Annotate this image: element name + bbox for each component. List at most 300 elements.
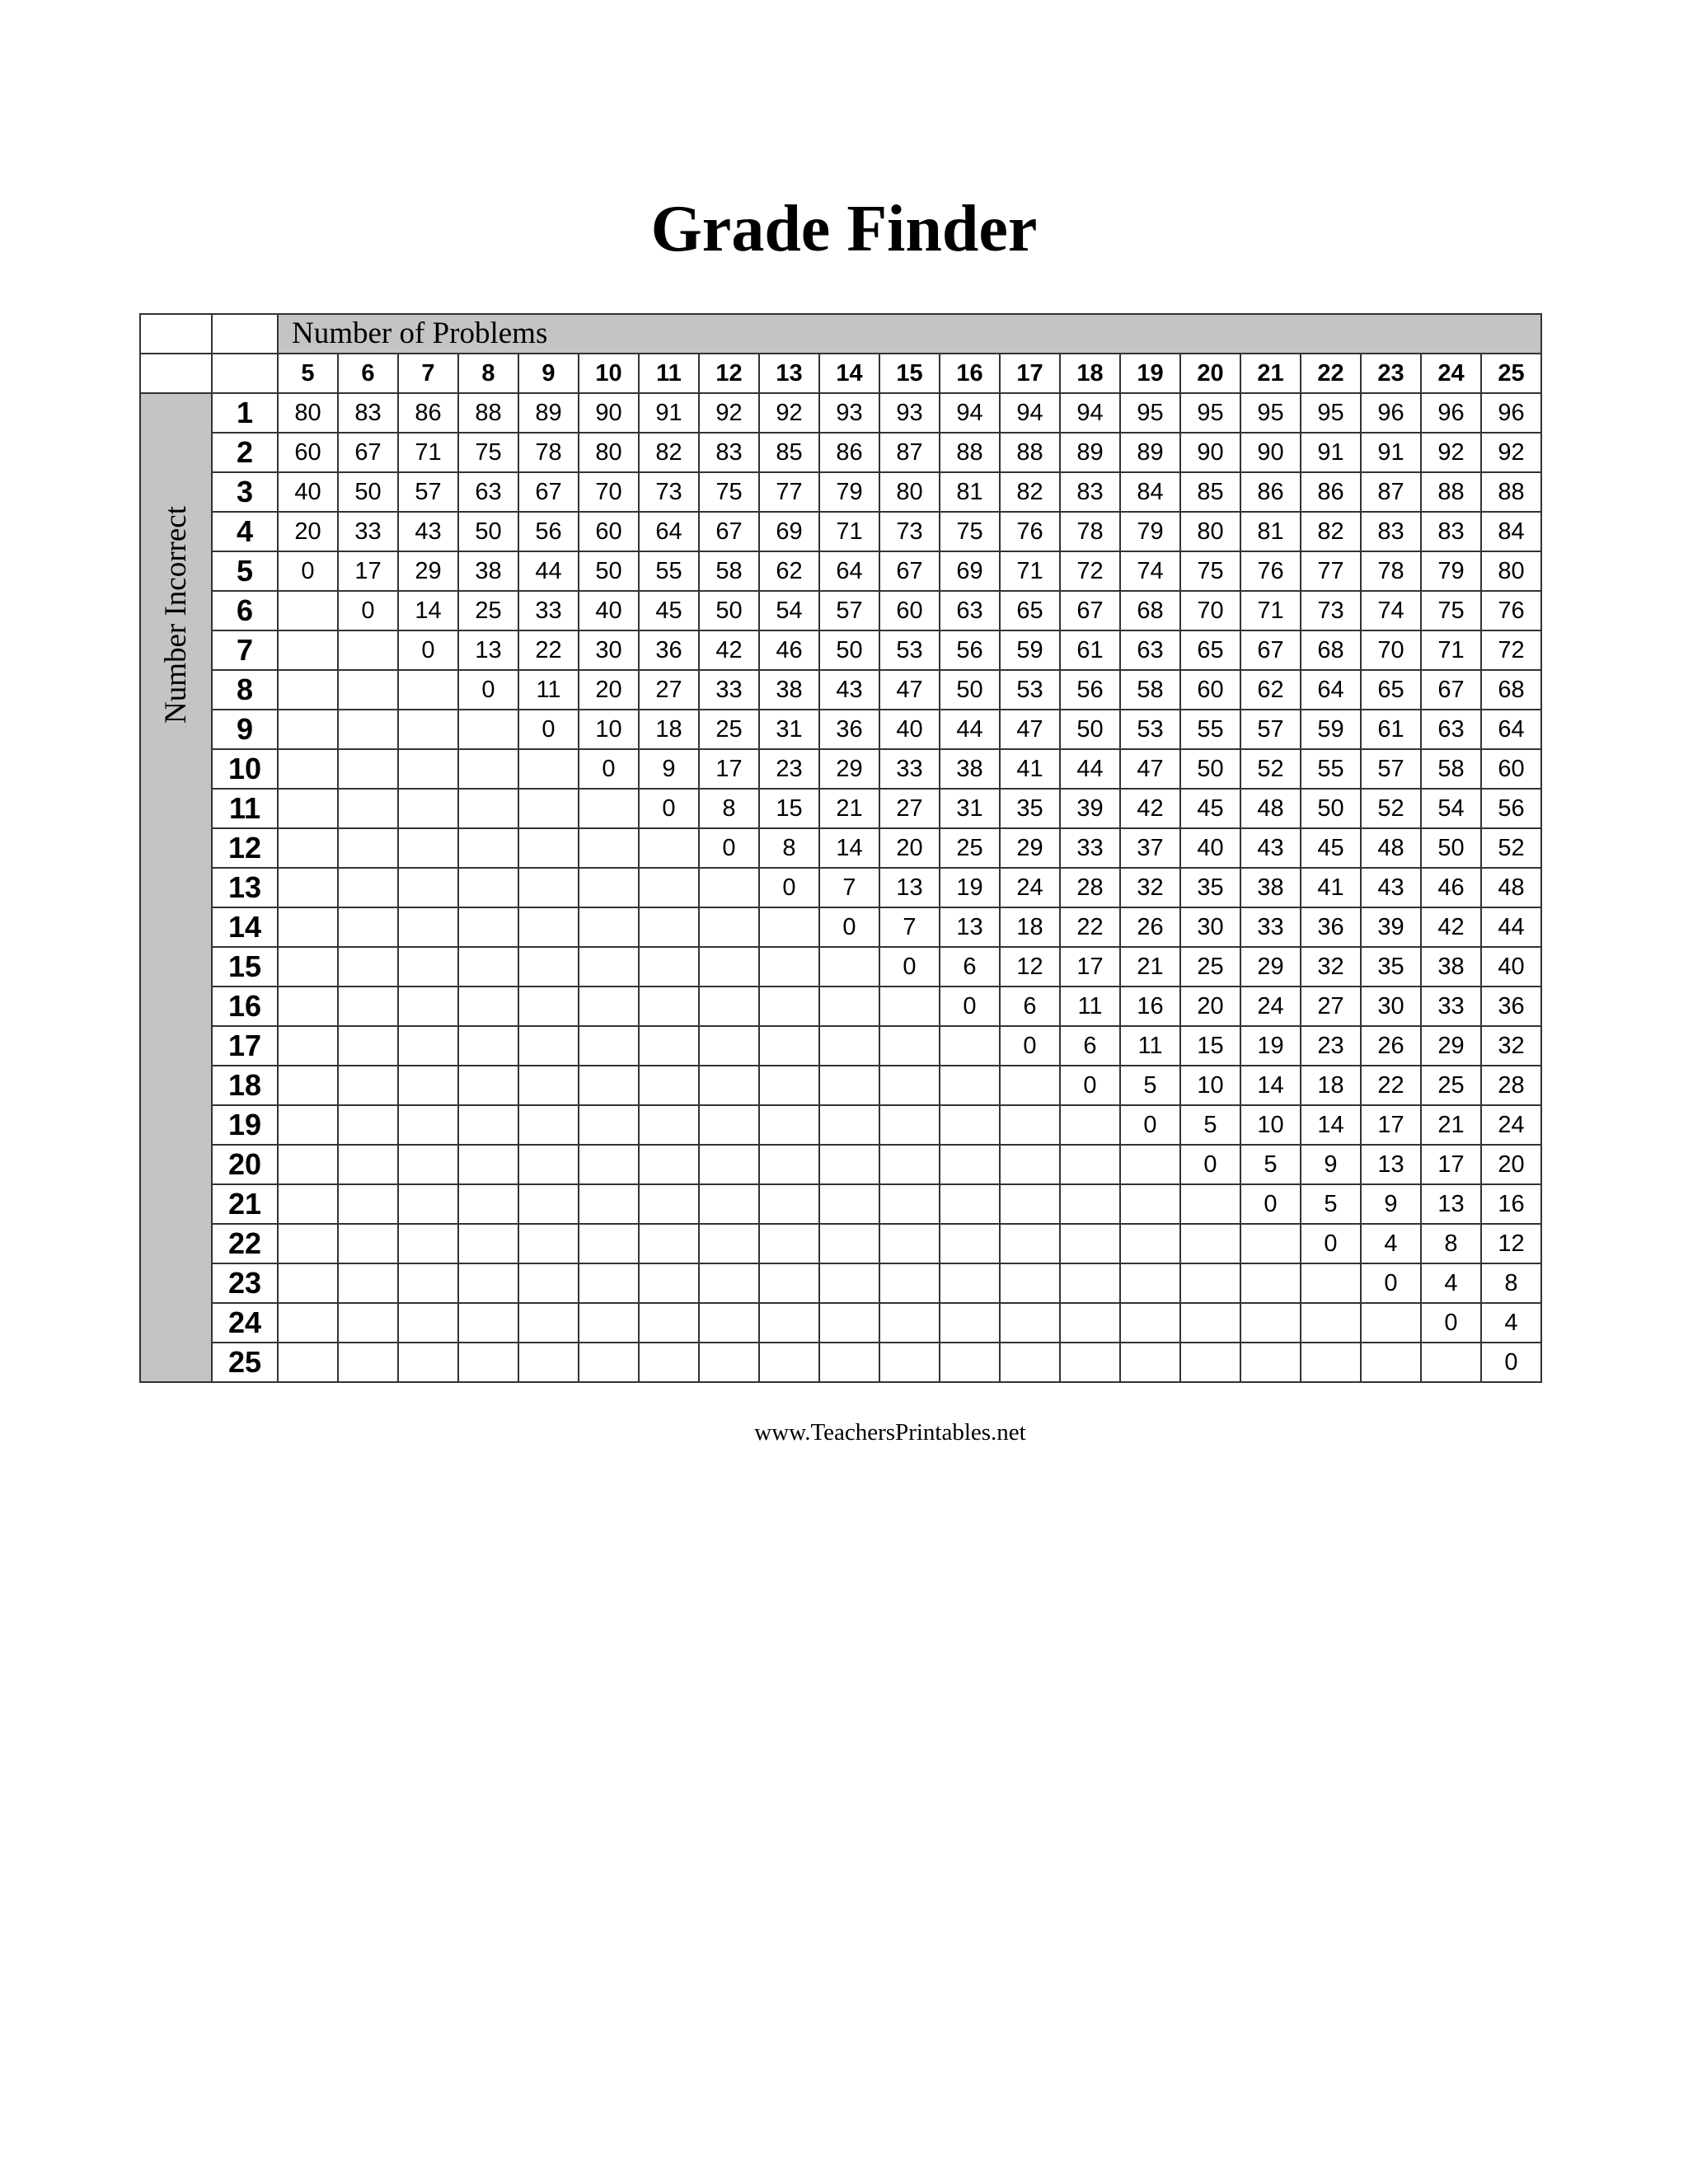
grade-cell	[278, 670, 338, 710]
grade-cell: 88	[1421, 472, 1481, 512]
grade-cell: 26	[1361, 1026, 1421, 1066]
grade-cell	[1000, 1343, 1060, 1382]
grade-cell	[639, 1224, 699, 1263]
grade-cell: 56	[1060, 670, 1120, 710]
grade-cell: 5	[1120, 1066, 1180, 1105]
grade-cell: 38	[940, 749, 1000, 789]
grade-cell	[518, 1184, 579, 1224]
grade-cell: 4	[1361, 1224, 1421, 1263]
grade-cell: 67	[1421, 670, 1481, 710]
grade-cell	[639, 907, 699, 947]
grade-cell: 67	[879, 551, 940, 591]
grade-cell: 38	[1240, 868, 1301, 907]
table-row	[140, 1303, 1541, 1343]
grade-cell	[278, 789, 338, 828]
grade-cell	[458, 907, 518, 947]
incorrect-count-header: 19	[212, 1105, 278, 1145]
table-row	[140, 591, 1541, 630]
grade-cell: 92	[699, 393, 759, 433]
grade-cell: 54	[1421, 789, 1481, 828]
incorrect-count-header: 23	[212, 1263, 278, 1303]
grade-cell: 50	[458, 512, 518, 551]
grade-cell	[1301, 1303, 1361, 1343]
grade-cell: 64	[1481, 710, 1541, 749]
grade-cell: 94	[1060, 393, 1120, 433]
grade-cell: 85	[1180, 472, 1240, 512]
grade-cell	[1240, 1303, 1301, 1343]
grade-cell	[278, 987, 338, 1026]
grade-cell: 52	[1240, 749, 1301, 789]
problem-count-header: 22	[1301, 354, 1361, 393]
page-title: Grade Finder	[650, 193, 1038, 265]
grade-cell	[579, 947, 639, 987]
grade-cell: 94	[940, 393, 1000, 433]
table-row	[140, 1184, 1541, 1224]
grade-cell	[338, 828, 398, 868]
grade-cell: 0	[1421, 1303, 1481, 1343]
grade-cell	[1000, 1145, 1060, 1184]
grade-cell: 50	[338, 472, 398, 512]
grade-cell	[278, 710, 338, 749]
incorrect-count-header: 8	[212, 670, 278, 710]
grade-cell	[819, 1105, 879, 1145]
grade-cell: 70	[579, 472, 639, 512]
table-row	[140, 828, 1541, 868]
grade-cell: 81	[940, 472, 1000, 512]
incorrect-count-header: 3	[212, 472, 278, 512]
grade-cell: 83	[1421, 512, 1481, 551]
grade-cell: 79	[819, 472, 879, 512]
grade-cell: 12	[1481, 1224, 1541, 1263]
problem-count-header: 7	[398, 354, 458, 393]
grade-cell	[338, 1343, 398, 1382]
problem-count-header: 15	[879, 354, 940, 393]
grade-cell: 89	[1060, 433, 1120, 472]
grade-cell: 14	[819, 828, 879, 868]
grade-cell: 0	[699, 828, 759, 868]
grade-cell: 43	[1361, 868, 1421, 907]
table-row	[140, 907, 1541, 947]
grade-cell	[278, 947, 338, 987]
grade-cell	[458, 1105, 518, 1145]
grade-cell	[458, 1303, 518, 1343]
grade-cell	[458, 1145, 518, 1184]
grade-cell: 65	[1180, 630, 1240, 670]
table-row	[140, 1066, 1541, 1105]
number-of-problems-header: Number of Problems	[278, 314, 1541, 354]
table-row	[140, 868, 1541, 907]
grade-cell: 13	[879, 868, 940, 907]
grade-cell	[398, 1263, 458, 1303]
grade-cell	[1361, 1303, 1421, 1343]
grade-cell	[278, 591, 338, 630]
problem-count-header: 24	[1421, 354, 1481, 393]
grade-cell: 14	[398, 591, 458, 630]
grade-cell: 61	[1060, 630, 1120, 670]
grade-cell: 78	[518, 433, 579, 472]
grade-cell: 43	[819, 670, 879, 710]
problem-count-header: 11	[639, 354, 699, 393]
grade-cell: 45	[1301, 828, 1361, 868]
grade-cell	[398, 1145, 458, 1184]
grade-cell	[458, 1066, 518, 1105]
grade-cell	[819, 1066, 879, 1105]
table-row	[140, 987, 1541, 1026]
grade-cell: 17	[338, 551, 398, 591]
grade-cell: 0	[579, 749, 639, 789]
grade-cell	[458, 868, 518, 907]
grade-cell	[819, 987, 879, 1026]
grade-cell: 24	[1240, 987, 1301, 1026]
table-row	[140, 1026, 1541, 1066]
grade-cell: 0	[759, 868, 819, 907]
table-row	[140, 1105, 1541, 1145]
grade-cell	[398, 868, 458, 907]
grade-cell: 30	[1361, 987, 1421, 1026]
grade-cell: 92	[1421, 433, 1481, 472]
table-row	[140, 947, 1541, 987]
grade-cell	[699, 1224, 759, 1263]
grade-cell: 80	[1180, 512, 1240, 551]
grade-cell: 86	[1240, 472, 1301, 512]
grade-cell: 76	[1481, 591, 1541, 630]
grade-cell: 20	[278, 512, 338, 551]
grade-cell	[398, 1066, 458, 1105]
grade-cell: 45	[1180, 789, 1240, 828]
grade-cell: 17	[699, 749, 759, 789]
grade-cell: 42	[699, 630, 759, 670]
grade-cell	[278, 828, 338, 868]
grade-cell: 20	[1180, 987, 1240, 1026]
grade-cell: 43	[398, 512, 458, 551]
grade-cell	[338, 1184, 398, 1224]
grade-cell	[879, 1066, 940, 1105]
grade-cell	[518, 1263, 579, 1303]
grade-cell: 56	[518, 512, 579, 551]
grade-cell	[579, 1026, 639, 1066]
grade-cell: 5	[1301, 1184, 1361, 1224]
grade-cell: 6	[1000, 987, 1060, 1026]
grade-cell	[940, 1343, 1000, 1382]
problem-count-header: 19	[1120, 354, 1180, 393]
grade-cell	[338, 670, 398, 710]
grade-cell: 9	[639, 749, 699, 789]
grade-cell: 0	[819, 907, 879, 947]
grade-cell	[278, 630, 338, 670]
grade-cell	[579, 828, 639, 868]
grade-cell: 80	[278, 393, 338, 433]
grade-cell: 91	[1361, 433, 1421, 472]
grade-cell	[699, 907, 759, 947]
grade-cell	[518, 1224, 579, 1263]
grade-cell	[338, 987, 398, 1026]
grade-cell: 89	[1120, 433, 1180, 472]
grade-cell	[699, 947, 759, 987]
problem-count-header: 10	[579, 354, 639, 393]
grade-cell	[338, 1263, 398, 1303]
grade-cell: 33	[699, 670, 759, 710]
grade-cell: 22	[518, 630, 579, 670]
grade-cell: 83	[1361, 512, 1421, 551]
grade-cell: 8	[1481, 1263, 1541, 1303]
grade-cell: 59	[1301, 710, 1361, 749]
grade-cell	[879, 1263, 940, 1303]
problem-count-header: 9	[518, 354, 579, 393]
grade-cell: 87	[1361, 472, 1421, 512]
grade-cell: 90	[579, 393, 639, 433]
incorrect-count-header: 15	[212, 947, 278, 987]
grade-cell: 16	[1481, 1184, 1541, 1224]
grade-cell: 18	[639, 710, 699, 749]
grade-cell: 50	[699, 591, 759, 630]
grade-cell: 28	[1060, 868, 1120, 907]
grade-cell: 13	[940, 907, 1000, 947]
grade-cell: 80	[1481, 551, 1541, 591]
grade-cell: 71	[1000, 551, 1060, 591]
grade-cell: 48	[1240, 789, 1301, 828]
grade-cell: 69	[759, 512, 819, 551]
grade-cell: 90	[1180, 433, 1240, 472]
grade-cell	[1120, 1343, 1180, 1382]
grade-cell	[759, 1263, 819, 1303]
incorrect-count-header: 25	[212, 1343, 278, 1382]
grade-cell: 9	[1301, 1145, 1361, 1184]
incorrect-count-header: 7	[212, 630, 278, 670]
grade-cell: 85	[759, 433, 819, 472]
grade-cell: 38	[458, 551, 518, 591]
grade-cell: 13	[458, 630, 518, 670]
grade-cell: 10	[579, 710, 639, 749]
grade-cell: 67	[338, 433, 398, 472]
grade-cell	[879, 1184, 940, 1224]
grade-cell: 57	[1361, 749, 1421, 789]
grade-cell	[458, 987, 518, 1026]
grade-cell: 79	[1120, 512, 1180, 551]
incorrect-count-header: 14	[212, 907, 278, 947]
grade-cell: 68	[1120, 591, 1180, 630]
grade-cell	[398, 1343, 458, 1382]
corner-cell	[212, 314, 278, 354]
grade-cell	[398, 1105, 458, 1145]
incorrect-count-header: 5	[212, 551, 278, 591]
grade-cell	[1120, 1184, 1180, 1224]
grade-cell: 64	[819, 551, 879, 591]
grade-cell: 82	[1301, 512, 1361, 551]
grade-cell	[579, 907, 639, 947]
grade-cell: 79	[1421, 551, 1481, 591]
grade-cell	[639, 1303, 699, 1343]
grade-cell: 17	[1361, 1105, 1421, 1145]
grade-cell	[1240, 1343, 1301, 1382]
grade-cell: 71	[398, 433, 458, 472]
grade-cell	[398, 907, 458, 947]
incorrect-count-header: 24	[212, 1303, 278, 1343]
grade-cell: 40	[278, 472, 338, 512]
grade-cell: 84	[1120, 472, 1180, 512]
grade-cell	[699, 1184, 759, 1224]
grade-cell: 0	[1180, 1145, 1240, 1184]
grade-cell	[940, 1263, 1000, 1303]
incorrect-count-header: 11	[212, 789, 278, 828]
grade-cell: 88	[1481, 472, 1541, 512]
grade-cell: 0	[518, 710, 579, 749]
problem-count-header: 18	[1060, 354, 1120, 393]
grade-cell: 29	[1240, 947, 1301, 987]
grade-cell	[1000, 1105, 1060, 1145]
grade-cell	[819, 1303, 879, 1343]
grade-cell	[1240, 1224, 1301, 1263]
grade-cell: 27	[639, 670, 699, 710]
grade-cell: 82	[1000, 472, 1060, 512]
grade-cell: 22	[1361, 1066, 1421, 1105]
grade-cell	[518, 868, 579, 907]
grade-cell: 95	[1240, 393, 1301, 433]
grade-cell	[579, 1066, 639, 1105]
grade-cell	[518, 1303, 579, 1343]
grade-cell	[1060, 1184, 1120, 1224]
grade-cell	[398, 947, 458, 987]
grade-cell	[398, 789, 458, 828]
grade-cell: 6	[1060, 1026, 1120, 1066]
grade-cell: 78	[1060, 512, 1120, 551]
grade-cell: 40	[1481, 947, 1541, 987]
grade-cell: 62	[1240, 670, 1301, 710]
grade-cell	[819, 1026, 879, 1066]
grade-cell: 96	[1481, 393, 1541, 433]
grade-cell: 24	[1000, 868, 1060, 907]
grade-cell: 25	[458, 591, 518, 630]
grade-cell	[639, 1026, 699, 1066]
table-row	[140, 472, 1541, 512]
grade-cell: 50	[940, 670, 1000, 710]
incorrect-count-header: 4	[212, 512, 278, 551]
grade-cell: 18	[1000, 907, 1060, 947]
grade-cell: 0	[940, 987, 1000, 1026]
table-row	[140, 789, 1541, 828]
grade-cell: 11	[1060, 987, 1120, 1026]
grade-cell: 30	[1180, 907, 1240, 947]
grade-cell: 30	[579, 630, 639, 670]
grade-cell: 83	[1060, 472, 1120, 512]
grade-cell	[699, 1026, 759, 1066]
table-row	[140, 670, 1541, 710]
grade-cell	[579, 1145, 639, 1184]
grade-cell: 71	[819, 512, 879, 551]
grade-cell: 69	[940, 551, 1000, 591]
grade-cell: 95	[1120, 393, 1180, 433]
grade-cell: 82	[639, 433, 699, 472]
grade-cell: 60	[1180, 670, 1240, 710]
grade-cell	[819, 1145, 879, 1184]
grade-cell	[338, 907, 398, 947]
grade-cell: 29	[398, 551, 458, 591]
grade-cell	[759, 987, 819, 1026]
grade-cell	[699, 1263, 759, 1303]
grade-cell: 7	[819, 868, 879, 907]
incorrect-count-header: 18	[212, 1066, 278, 1105]
grade-cell: 0	[338, 591, 398, 630]
grade-cell	[759, 1145, 819, 1184]
problem-count-header: 6	[338, 354, 398, 393]
grade-cell: 15	[759, 789, 819, 828]
grade-cell	[458, 710, 518, 749]
grade-cell: 32	[1120, 868, 1180, 907]
grade-cell	[1120, 1224, 1180, 1263]
grade-cell: 72	[1060, 551, 1120, 591]
grade-cell: 36	[1301, 907, 1361, 947]
grade-cell	[579, 1224, 639, 1263]
grade-cell	[639, 1184, 699, 1224]
grade-cell	[699, 987, 759, 1026]
grade-cell: 50	[1301, 789, 1361, 828]
grade-cell: 13	[1421, 1184, 1481, 1224]
grade-cell: 0	[1060, 1066, 1120, 1105]
problem-count-header-row	[140, 354, 1541, 393]
problem-count-header: 25	[1481, 354, 1541, 393]
grade-cell: 46	[1421, 868, 1481, 907]
grade-cell	[699, 1066, 759, 1105]
grade-cell	[458, 1026, 518, 1066]
grade-cell	[759, 1303, 819, 1343]
grade-cell: 58	[699, 551, 759, 591]
grade-cell	[1180, 1224, 1240, 1263]
grade-cell: 65	[1361, 670, 1421, 710]
grade-cell	[338, 630, 398, 670]
grade-cell	[278, 1263, 338, 1303]
table-row	[140, 630, 1541, 670]
grade-cell: 43	[1240, 828, 1301, 868]
grade-cell	[579, 1343, 639, 1382]
grade-cell	[398, 670, 458, 710]
grade-cell: 32	[1301, 947, 1361, 987]
grade-cell	[518, 1026, 579, 1066]
grade-cell: 32	[1481, 1026, 1541, 1066]
grade-cell: 92	[759, 393, 819, 433]
grade-cell	[639, 1105, 699, 1145]
grade-cell	[759, 1066, 819, 1105]
grade-cell	[759, 947, 819, 987]
grade-cell	[1000, 1263, 1060, 1303]
grade-cell	[819, 1224, 879, 1263]
grade-cell	[639, 1343, 699, 1382]
grade-cell: 42	[1421, 907, 1481, 947]
grade-cell: 8	[759, 828, 819, 868]
grade-cell	[1060, 1145, 1120, 1184]
grade-cell	[398, 1303, 458, 1343]
grade-cell: 40	[579, 591, 639, 630]
grade-cell: 60	[879, 591, 940, 630]
grade-cell: 11	[1120, 1026, 1180, 1066]
grade-cell	[458, 749, 518, 789]
grade-cell	[819, 1184, 879, 1224]
grade-cell: 95	[1301, 393, 1361, 433]
grade-cell: 14	[1301, 1105, 1361, 1145]
grade-cell: 50	[819, 630, 879, 670]
grade-cell	[940, 1224, 1000, 1263]
grade-cell: 95	[1180, 393, 1240, 433]
number-incorrect-label: Number Incorrect	[159, 505, 193, 724]
grade-cell: 93	[819, 393, 879, 433]
table-row	[140, 1224, 1541, 1263]
grade-cell: 60	[579, 512, 639, 551]
grade-cell: 68	[1301, 630, 1361, 670]
grade-cell: 47	[1000, 710, 1060, 749]
table-row	[140, 749, 1541, 789]
grade-cell: 4	[1421, 1263, 1481, 1303]
grade-cell: 9	[1361, 1184, 1421, 1224]
grade-cell	[278, 1184, 338, 1224]
grade-cell	[879, 1105, 940, 1145]
